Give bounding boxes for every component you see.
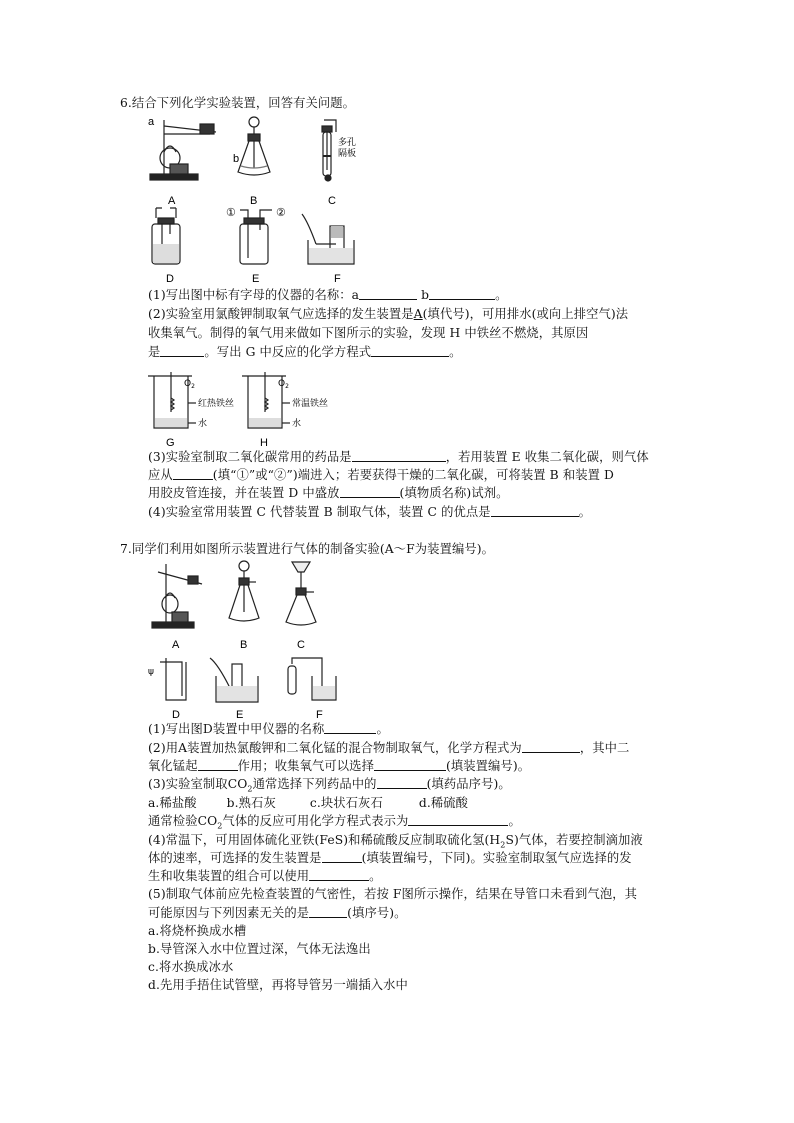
q6-part2-line2: 收集氧气。制得的氧气用来做如下图所示的实验，发现 H 中铁丝不燃烧，其原因 bbox=[148, 326, 589, 340]
q7-label-psi: ψ bbox=[148, 667, 154, 677]
q6-blank-b[interactable] bbox=[429, 287, 495, 300]
q6-label-porous-1: 多孔 bbox=[338, 138, 357, 148]
q7-part3-sub: 2 bbox=[247, 784, 253, 794]
q6-h-o2: $O_2$ bbox=[278, 379, 289, 390]
q6-figure-def bbox=[140, 204, 380, 284]
q7-part5-l2-a: 可能原因与下列因素无关的是 bbox=[148, 906, 310, 920]
q6-part2-text-b: (填代号)，可用排水(或向上排空气)法 bbox=[422, 307, 629, 321]
q7-part5-line1: (5)制取气体前应先检查装置的气密性，若按 F图所示操作，结果在导管口未看到气泡，其 bbox=[148, 887, 638, 901]
q6-g-wire: 红热铁丝 bbox=[198, 399, 235, 409]
q6-part4 bbox=[148, 504, 591, 520]
q6-blank-port[interactable] bbox=[173, 467, 213, 480]
q6-g-water: 水 bbox=[198, 419, 208, 429]
q7-options bbox=[148, 795, 468, 811]
q6-label-a: a bbox=[148, 116, 155, 128]
q7-blank-equation[interactable] bbox=[522, 740, 580, 753]
q6-blank-advantage[interactable] bbox=[491, 504, 579, 517]
q6-blank-drying-agent[interactable] bbox=[340, 485, 400, 498]
q7-part4-l3-b: 。 bbox=[369, 869, 382, 883]
q7-part2-l2-c: (填装置编号)。 bbox=[445, 759, 531, 773]
q6-label-B: B bbox=[250, 195, 258, 207]
q6-figure-abc bbox=[140, 112, 380, 210]
q7-label-B: B bbox=[240, 639, 248, 651]
q7-title: 7.同学们利用如图所示装置进行气体的制备实验(A～F为装置编号)。 bbox=[120, 542, 495, 556]
q7-part1 bbox=[148, 721, 389, 737]
q6-part3-l2-b: (填“①”或“②”)端进入；若要获得干燥的二氧化碳，可将装置 B 和装置 D bbox=[212, 468, 614, 482]
q6-title: 6.结合下列化学实验装置，回答有关问题。 bbox=[120, 96, 356, 110]
q6-part1-text-b: b bbox=[417, 288, 430, 302]
q6-part3-text-a: (3)实验室制取二氧化碳常用的药品是 bbox=[148, 450, 352, 464]
q6-blank-co2-reagents[interactable] bbox=[352, 449, 446, 462]
q7-blank-unrelated[interactable] bbox=[309, 905, 347, 918]
q7-option-c: c.块状石灰石 bbox=[309, 796, 383, 810]
q6-blank-equation[interactable] bbox=[371, 344, 449, 357]
q7-choice-a: a.将烧杯换成水槽 bbox=[148, 924, 247, 938]
q7-choice-c: c.将水换成冰水 bbox=[148, 960, 234, 974]
q6-part3-line3 bbox=[148, 485, 509, 501]
q7-part4-l2-a: 体的速率，可选择的发生装置是 bbox=[148, 851, 322, 865]
q6-part3-l3-b: (填物质名称)试剂。 bbox=[399, 486, 509, 500]
q7-label-F: F bbox=[316, 709, 323, 721]
q7-part3-text-b: 通常选择下列药品中的 bbox=[252, 777, 377, 791]
q7-option-d: d.稀硫酸 bbox=[418, 796, 469, 810]
q7-part4-text-b: S)气体，若要控制滴加液 bbox=[505, 833, 643, 847]
q7-part1-text: (1)写出图D装置中甲仪器的名称 bbox=[148, 722, 325, 736]
q6-part1-text-a: (1)写出图中标有字母的仪器的名称：a bbox=[148, 288, 360, 302]
q7-blank-reagents[interactable] bbox=[377, 776, 427, 789]
q7-choice-d: d.先用手捂住试管壁，再将导管另一端插入水中 bbox=[148, 978, 408, 992]
q7-part3-l3-a: 通常检验CO bbox=[148, 814, 218, 828]
q7-figure-abc bbox=[146, 556, 336, 652]
q6-label-b: b bbox=[233, 153, 240, 165]
q6-label-E: E bbox=[252, 273, 260, 285]
q7-part2-line2 bbox=[148, 758, 530, 774]
q7-option-a: a.稀盐酸 bbox=[148, 796, 197, 810]
q7-part5-line2 bbox=[148, 905, 407, 921]
q7-part5-l2-b: (填序号)。 bbox=[347, 906, 407, 920]
q6-h-wire: 常温铁丝 bbox=[292, 399, 329, 409]
q6-part3-line1 bbox=[148, 449, 649, 465]
q6-label-G: G bbox=[166, 437, 175, 449]
q6-part3-l2-a: 应从 bbox=[148, 468, 173, 482]
q7-part3-text-c: (填药品序号)。 bbox=[426, 777, 511, 791]
q7-blank-hydrogen-combo[interactable] bbox=[309, 868, 369, 881]
q7-label-E: E bbox=[236, 709, 244, 721]
q7-label-D: D bbox=[172, 709, 180, 721]
q7-part4-l2-b: (填装置编号，下同)。实验室制取氢气应选择的发 bbox=[361, 851, 632, 865]
q7-blank-instrument[interactable] bbox=[324, 721, 376, 734]
q6-label-A: A bbox=[168, 195, 176, 207]
q6-part1 bbox=[148, 287, 508, 303]
q7-part3-l3-b: 气体的反应可用化学方程式表示为 bbox=[222, 814, 409, 828]
q7-part2-text-b: ，其中二 bbox=[579, 741, 630, 755]
q6-label-C: C bbox=[328, 195, 336, 207]
q6-part4-text: (4)实验室常用装置 C 代替装置 B 制取气体，装置 C 的优点是 bbox=[148, 505, 491, 519]
q7-part4-text-a: (4)常温下，可用固体硫化亚铁(FeS)和稀硫酸反应制取硫化氢(H bbox=[148, 833, 501, 847]
q6-part4-end: 。 bbox=[578, 505, 592, 519]
q7-blank-mno2-role[interactable] bbox=[198, 758, 238, 771]
q6-part2-line1 bbox=[148, 306, 628, 322]
q6-h-water: 水 bbox=[292, 419, 302, 429]
q6-blank-a[interactable] bbox=[359, 287, 417, 300]
q7-part4-line2 bbox=[148, 850, 632, 866]
q7-part3-text-a: (3)实验室制取CO bbox=[148, 777, 248, 791]
q6-part3-line2 bbox=[148, 467, 614, 483]
q7-label-A: A bbox=[172, 639, 180, 651]
q6-label-H: H bbox=[260, 437, 268, 449]
q6-part2-l3-c: 。 bbox=[449, 345, 462, 359]
q7-part2-text-a: (2)用A装置加热氯酸钾和二氧化锰的混合物制取氧气，化学方程式为 bbox=[148, 741, 522, 755]
q7-part4-l3-a: 生和收集装置的组合可以使用 bbox=[148, 869, 310, 883]
q7-part4-sub: 2 bbox=[500, 840, 506, 850]
q7-part3-l3-c: 。 bbox=[508, 814, 521, 828]
q6-label-porous-2: 隔板 bbox=[338, 149, 357, 159]
q7-figure-def bbox=[146, 652, 346, 722]
q7-part1-end: 。 bbox=[376, 722, 389, 736]
q6-label-e1: ① bbox=[226, 207, 236, 219]
q7-part4-line3 bbox=[148, 868, 382, 884]
q6-part1-end: 。 bbox=[495, 288, 508, 302]
q6-part3-text-b: ，若用装置 E 收集二氧化碳，则气体 bbox=[445, 450, 649, 464]
q6-g-o2: $O_2$ bbox=[184, 379, 195, 390]
q7-blank-collection[interactable] bbox=[374, 758, 446, 771]
q6-label-F: F bbox=[334, 273, 341, 285]
q7-blank-generator[interactable] bbox=[322, 850, 362, 863]
q6-blank-reason[interactable] bbox=[160, 344, 204, 357]
q7-blank-co2-test[interactable] bbox=[408, 813, 508, 826]
q6-part2-answer-A: A bbox=[413, 307, 423, 321]
q7-option-b: b.熟石灰 bbox=[226, 796, 276, 810]
q6-part2-text-a: (2)实验室用氯酸钾制取氧气应选择的发生装置是 bbox=[148, 307, 414, 321]
q6-part2-line3 bbox=[148, 344, 462, 360]
q7-part2-l2-b: 作用；收集氧气可以选择 bbox=[237, 759, 374, 773]
q6-part2-l3-a: 是 bbox=[148, 345, 161, 359]
q6-label-e2: ② bbox=[276, 207, 286, 219]
q7-part3-l3-sub: 2 bbox=[217, 821, 223, 831]
q7-part2-l2-a: 氧化锰起 bbox=[148, 759, 198, 773]
q7-part2-line1 bbox=[148, 740, 629, 756]
q6-part3-l3-a: 用胶皮管连接，并在装置 D 中盛放 bbox=[148, 486, 340, 500]
q6-label-D: D bbox=[166, 273, 174, 285]
q6-part2-l3-b: 。写出 G 中反应的化学方程式 bbox=[204, 345, 372, 359]
q7-label-C: C bbox=[297, 639, 305, 651]
q6-figure-gh bbox=[140, 368, 329, 449]
q7-choice-b: b.导管深入水中位置过深，气体无法逸出 bbox=[148, 942, 371, 956]
